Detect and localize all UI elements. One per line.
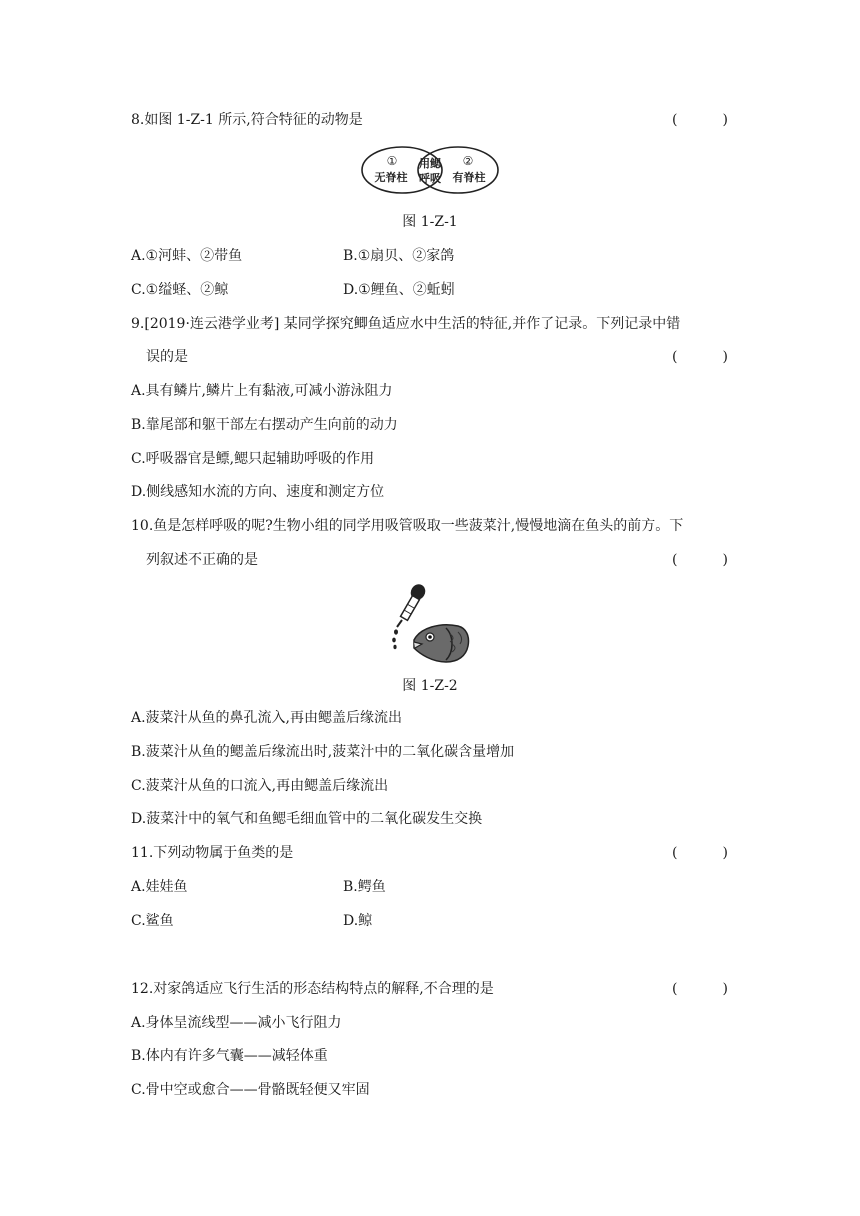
dropper-tip — [397, 620, 402, 627]
drop — [393, 645, 396, 649]
q9-option-a: A.具有鳞片,鳞片上有黏液,可减小游泳阻力 — [131, 383, 393, 399]
q9-option-c: C.呼吸器官是鳔,鳃只起辅助呼吸的作用 — [131, 451, 375, 467]
q10-option-c: C.菠菜汁从鱼的口流入,再由鳃盖后缘流出 — [131, 778, 389, 794]
q12-stem: 12.对家鸽适应飞行生活的形态结构特点的解释,不合理的是 — [131, 981, 494, 997]
q11-option-c: C.鲨鱼 — [131, 913, 174, 929]
venn-right-label: 有脊柱 — [452, 171, 486, 184]
bracket-open: ( — [672, 112, 678, 128]
q9-option-b: B.靠尾部和躯干部左右摆动产生向前的动力 — [131, 417, 398, 433]
bracket-open: ( — [672, 349, 678, 365]
bracket-open: ( — [672, 845, 678, 861]
venn-mid-bottom: 呼吸 — [419, 172, 441, 185]
venn-diagram-figure — [360, 144, 500, 196]
q8-option-d: D.①鲤鱼、②蚯蚓 — [343, 282, 455, 298]
bracket-close: ) — [722, 981, 728, 997]
venn-right-ellipse — [418, 147, 498, 193]
q10-option-b: B.菠菜汁从鱼的鳃盖后缘流出时,菠菜汁中的二氧化碳含量增加 — [131, 744, 515, 760]
figure-caption-2: 图 1-Z-2 — [402, 678, 458, 694]
q11-stem: 11.下列动物属于鱼类的是 — [131, 845, 294, 861]
q8-option-b: B.①扇贝、②家鸽 — [343, 248, 455, 264]
bracket-open: ( — [672, 981, 678, 997]
venn-mid-top: 用鳃 — [419, 157, 441, 170]
fish-pupil — [428, 635, 432, 639]
q10-option-d: D.菠菜汁中的氧气和鱼鳃毛细血管中的二氧化碳发生交换 — [131, 811, 483, 827]
drop — [394, 629, 398, 634]
venn-right-num: ② — [462, 154, 474, 168]
q8-option-a: A.①河蚌、②带鱼 — [131, 248, 243, 264]
figure-caption-1: 图 1-Z-1 — [402, 214, 458, 230]
venn-left-label: 无脊柱 — [374, 171, 408, 184]
q12-option-b: B.体内有许多气囊——减轻体重 — [131, 1048, 328, 1064]
q11-option-a: A.娃娃鱼 — [131, 879, 188, 895]
q10-stem-line1: 10.鱼是怎样呼吸的呢?生物小组的同学用吸管吸取一些菠菜汁,慢慢地滴在鱼头的前方。下 — [131, 518, 684, 534]
q11-option-d: D.鲸 — [343, 913, 373, 929]
bracket-close: ) — [722, 349, 728, 365]
q10-stem-line2: 列叙述不正确的是 — [146, 552, 258, 568]
q12-option-a: A.身体呈流线型——减小飞行阻力 — [131, 1015, 342, 1031]
venn-left-num: ① — [386, 154, 398, 168]
bracket-close: ) — [722, 845, 728, 861]
fish-dropper-figure — [384, 582, 474, 664]
q10-option-a: A.菠菜汁从鱼的鼻孔流入,再由鳃盖后缘流出 — [131, 710, 403, 726]
q8-option-c: C.①缢蛏、②鲸 — [131, 282, 229, 298]
drop — [392, 638, 396, 643]
q11-option-b: B.鳄鱼 — [343, 879, 386, 895]
bracket-close: ) — [722, 112, 728, 128]
q9-option-d: D.侧线感知水流的方向、速度和测定方位 — [131, 484, 385, 500]
q9-stem-line1: 9.[2019·连云港学业考] 某同学探究鲫鱼适应水中生活的特征,并作了记录。下列记录中错 — [131, 316, 681, 332]
q12-option-c: C.骨中空或愈合——骨骼既轻便又牢固 — [131, 1082, 370, 1098]
dropper-tube — [401, 596, 420, 621]
q8-stem: 8.如图 1-Z-1 所示,符合特征的动物是 — [131, 112, 363, 128]
bracket-open: ( — [672, 552, 678, 568]
bracket-close: ) — [722, 552, 728, 568]
q9-stem-line2: 误的是 — [146, 349, 188, 365]
